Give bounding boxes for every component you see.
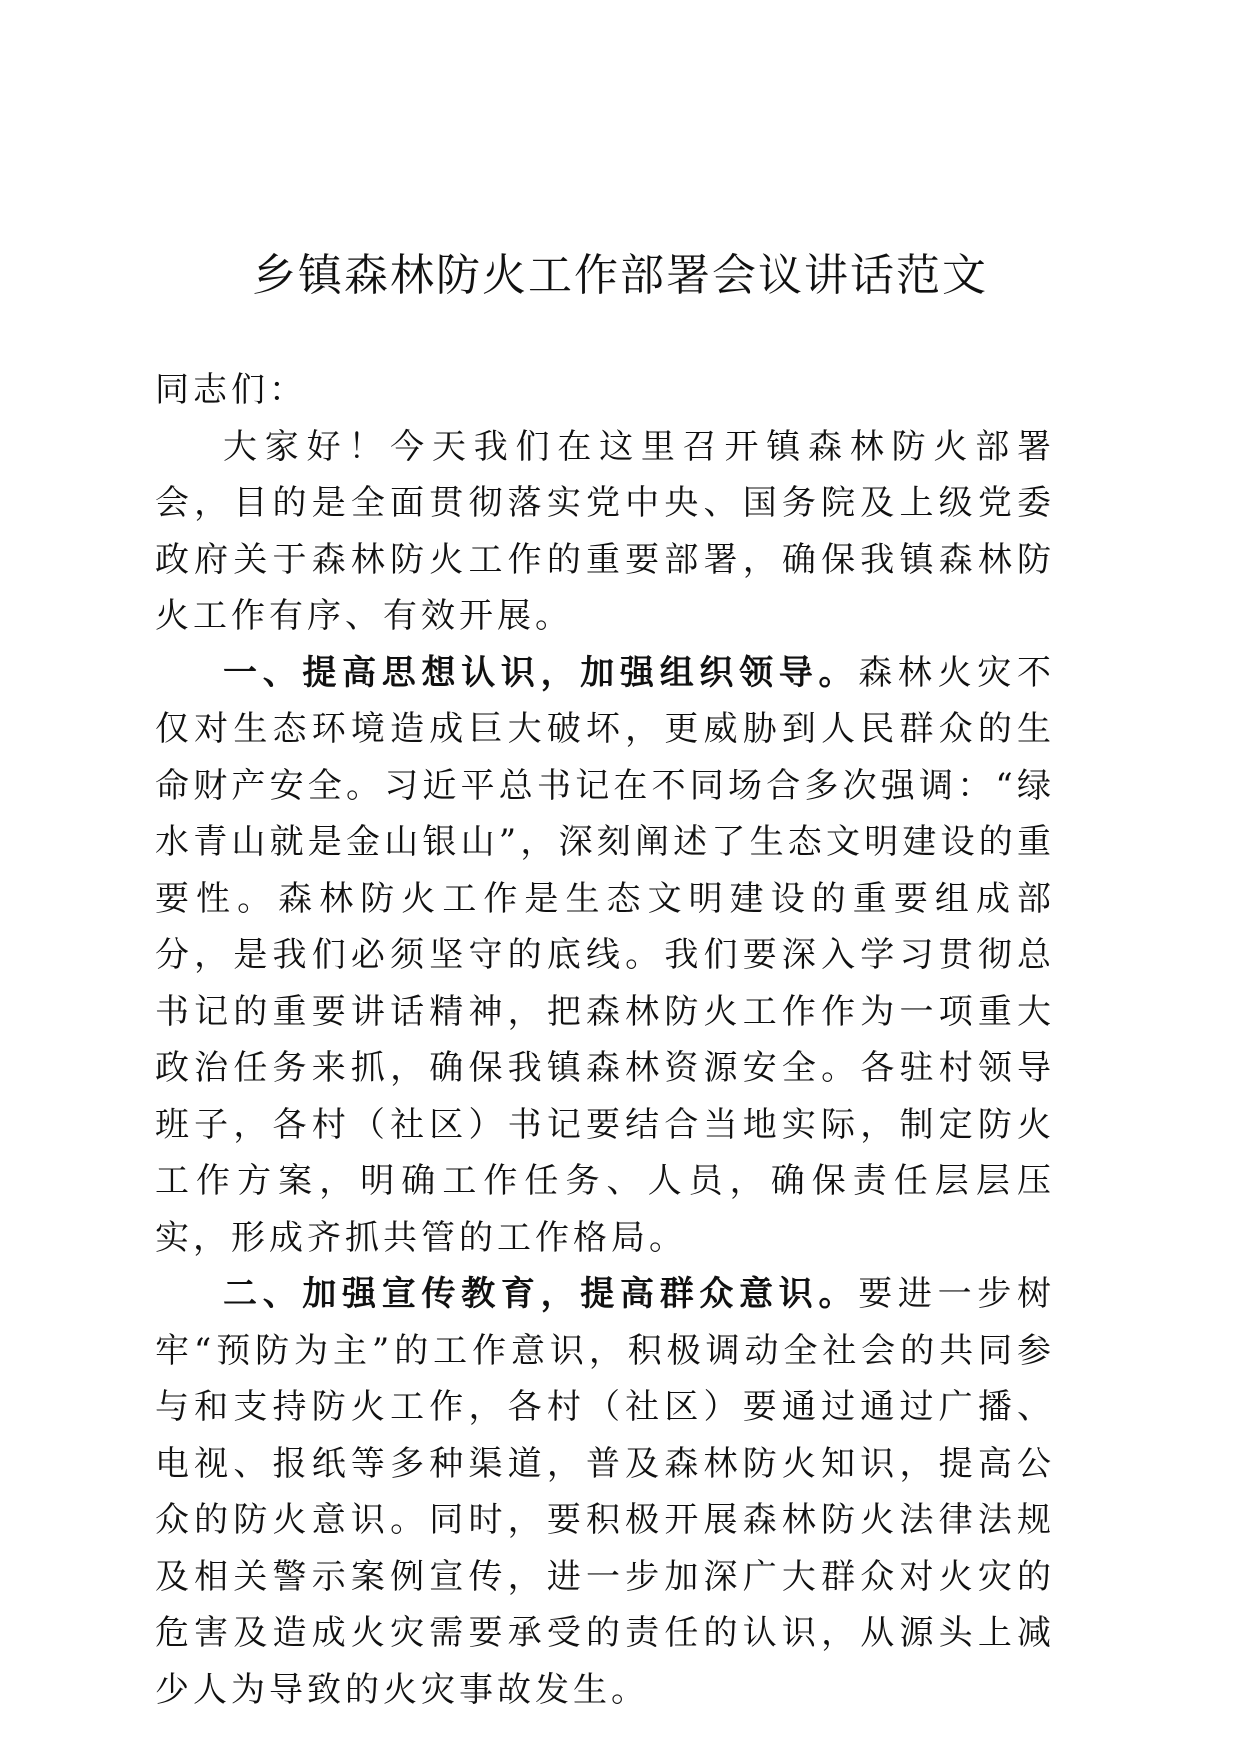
section-2-text: 要进一步树牢“预防为主”的工作意识，积极调动全社会的共同参与和支持防火工作，各村（社区）要通过通过广播、电视、报纸等多种渠道，普及森林防火知识，提高公众的防火意识。同时，要积极开展森林防火法律法规及相关警示案例宣传，进一步加深广大群众对火灾的危害及造成火灾需要承受的责任的认识，从源头上减少人为导致的火灾事故发生。	[155, 1274, 1056, 1710]
section-2-heading: 二、加强宣传教育，提高群众意识。	[223, 1274, 859, 1314]
salutation: 同志们：	[155, 370, 307, 410]
paragraph-intro	[155, 419, 1055, 645]
paragraph-intro-text: 大家好！今天我们在这里召开镇森林防火部署会，目的是全面贯彻落实党中央、国务院及上级党委政府关于森林防火工作的重要部署，确保我镇森林防火工作有序、有效开展。	[155, 426, 1055, 636]
paragraph-section-1	[155, 645, 1055, 1267]
document-body	[155, 362, 1055, 1718]
document-title: 乡镇森林防火工作部署会议讲话范文	[252, 250, 988, 301]
section-1-heading: 一、提高思想认识，加强组织领导。	[223, 652, 859, 693]
section-1-text: 森林火灾不仅对生态环境造成巨大破坏，更威胁到人民群众的生命财产安全。习近平总书记在不同场合多次强调：“绿水青山就是金山银山”，深刻阐述了生态文明建设的重要性。森林防火工作是生态文明建设的重要组成部分，是我们必须坚守的底线。我们要深入学习贯彻总书记的重要讲话精神，把森林防火工作作为一项重大政治任务来抓，确保我镇森林资源安全。各驻村领导班子，各村（社区）书记要结合当地实际，制定防火工作方案，明确工作任务、人员，确保责任层层压实，形成齐抓共管的工作格局。	[155, 652, 1056, 1258]
paragraph-section-2	[155, 1266, 1055, 1718]
